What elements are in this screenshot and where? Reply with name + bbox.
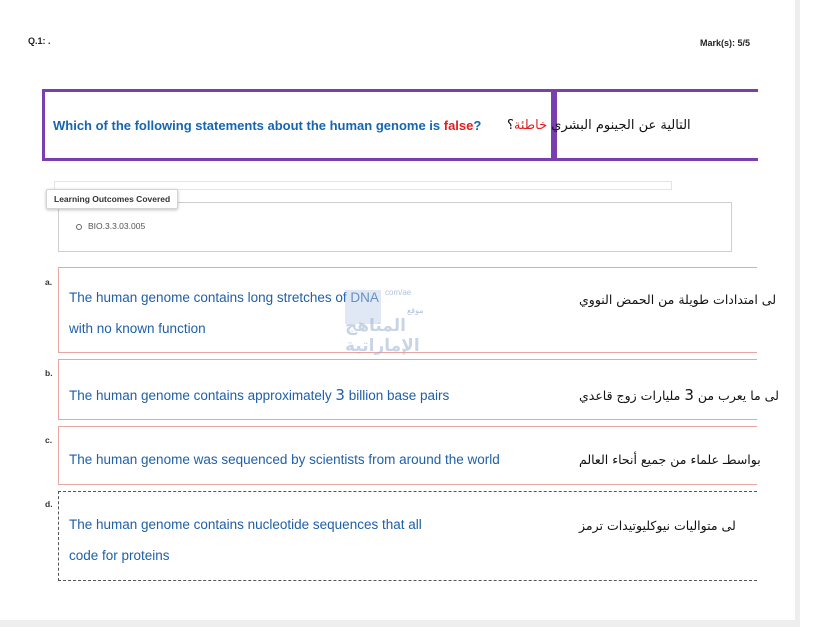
learning-outcome-item: BIO.3.3.03.005 (76, 221, 145, 231)
page-edge-bottom (0, 620, 800, 627)
page-edge-right (795, 0, 800, 627)
question-english-text: Which of the following statements about the human genome is false? (53, 117, 482, 133)
option-d-text-line1: The human genome contains nucleotide sequences that all (69, 517, 422, 532)
learning-outcomes-tab[interactable]: Learning Outcomes Covered (46, 189, 178, 209)
question-number: Q.1: . (28, 36, 51, 46)
question-english-box (42, 89, 554, 161)
watermark-url: com/ae (385, 288, 412, 297)
option-d-text-line2: code for proteins (69, 548, 170, 563)
watermark-line2: المناهج الإماراتية (345, 316, 420, 356)
option-b-arabic-text: لى ما يعرب من 3 مليارات زوج قاعدي (579, 386, 779, 404)
question-arabic-box (507, 89, 758, 161)
option-c-arabic-text: بواسطـ علماء من جميع أنحاء العالم (579, 452, 761, 467)
learning-outcomes-panel (58, 202, 732, 252)
option-a-arabic-text: لى امتدادات طويلة من الحمض النووي (579, 292, 777, 307)
option-d-arabic-text: لى متواليات نيوكليوتيدات ترمز (579, 518, 736, 533)
option-a-text-line2: with no known function (69, 321, 206, 336)
option-b-text: The human genome contains approximately 3 billion base pairs (69, 386, 450, 404)
option-c-letter: c. (45, 435, 53, 445)
bullet-icon (76, 224, 82, 230)
option-d-letter: d. (45, 499, 53, 509)
marks-label: Mark(s): 5/5 (699, 38, 750, 48)
option-a-text-line1: The human genome contains long stretches of DNA (69, 290, 379, 305)
question-false-keyword: false (443, 117, 474, 133)
question-arabic-text: التالية عن الجينوم البشري خاطئة؟ (507, 117, 691, 133)
option-c-text: The human genome was sequenced by scientists from around the world (69, 452, 500, 467)
option-a-letter: a. (45, 277, 53, 287)
question-arabic-false-keyword: خاطئة (513, 117, 548, 133)
option-b[interactable] (58, 359, 779, 420)
watermark-line1: موقع (407, 306, 424, 315)
option-b-letter: b. (45, 368, 53, 378)
option-c[interactable] (58, 426, 761, 485)
option-d-selected[interactable] (58, 491, 757, 581)
option-a[interactable] (58, 267, 777, 353)
